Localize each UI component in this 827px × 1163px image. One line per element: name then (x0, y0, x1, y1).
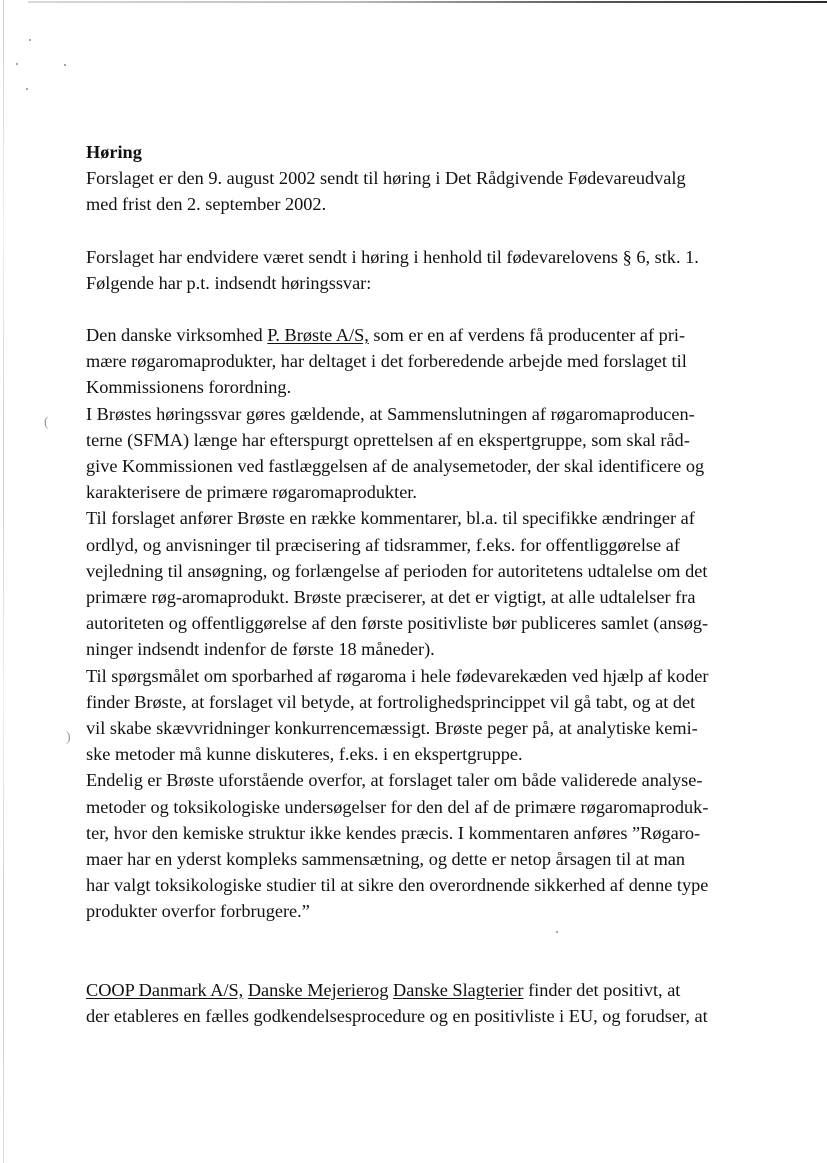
text-line: maer har en yderst kompleks sammensætning, og dette er netop årsagen til at man (86, 849, 686, 870)
scan-speck (64, 64, 66, 66)
text-line: primære røg-aromaprodukt. Brøste præciserer, at det er vigtigt, at alle udtalelser fra (86, 587, 696, 608)
text-line: Til forslaget anfører Brøste en række kommentarer, bl.a. til specifikke ændringer af (86, 508, 695, 529)
scan-margin-mark: ( (44, 415, 49, 430)
company-name-broste: P. Brøste A/S, (267, 325, 369, 346)
text-line: mære røgaromaprodukter, har deltaget i det forberedende arbejde med forslaget til (86, 351, 687, 372)
text-segment: som er en af verdens få producenter af pri- (368, 325, 686, 346)
text-line: ter, hvor den kemiske struktur ikke kendes præcis. I kommentaren anføres ”Røgaro- (86, 822, 701, 843)
text-line: vejledning til ansøgning, og forlængelse af perioden for autoritetens udtalelse om det (86, 560, 708, 581)
paragraph-broste-comments (86, 505, 776, 662)
text-segment-og: og (370, 979, 389, 1000)
paragraph-broste-toxicology (86, 767, 776, 924)
org-name-danske-slagterier: Danske Slagterier (393, 979, 524, 1000)
text-line: I Brøstes høringssvar gøres gældende, at Sammenslutningen af røgaromaproducen- (86, 403, 695, 424)
text-line: karakterisere de primære røgaromaprodukter. (86, 482, 417, 503)
paragraph-broste-intro (86, 322, 776, 401)
org-name-coop: COOP Danmark A/S, (86, 979, 244, 1000)
text-line: ordlyd, og anvisninger til præcisering af tidsrammer, f.eks. for offentliggørelse af (86, 534, 680, 555)
text-line: Endelig er Brøste uforstående overfor, at forslaget taler om både validerede analyse- (86, 770, 703, 791)
paragraph-broste-sfma (86, 401, 776, 506)
scan-top-rule (28, 1, 827, 3)
paragraph-hearing-date (86, 165, 776, 217)
scan-margin-mark: ) (66, 730, 71, 745)
text-line: Til spørgsmålet om sporbarhed af røgaroma i hele fødevarekæden ved hjælp af koder (86, 665, 709, 686)
paragraph-coop-danish-orgs (86, 977, 776, 1029)
text-line: med frist den 2. september 2002. (86, 194, 327, 215)
text-segment: finder det positivt, at (528, 979, 681, 1000)
section-heading: Høring (86, 142, 142, 162)
paragraph-broste-traceability (86, 663, 776, 768)
text-line: metoder og toksikologiske undersøgelser for den del af de primære røgaromaproduk- (86, 796, 709, 817)
document-page (86, 139, 776, 1029)
text-line: produkter overfor forbrugere.” (86, 901, 310, 922)
scan-left-edge (3, 0, 4, 1163)
text-line: der etableres en fælles godkendelsesprocedure og en positivliste i EU, og forudser, at (86, 1005, 708, 1026)
text-segment: Den danske virksomhed (86, 325, 268, 346)
scan-speck (29, 39, 31, 41)
paragraph-hearing-scope (86, 244, 776, 296)
text-line: har valgt toksikologiske studier til at sikre den overordnende sikkerhed af denne type (86, 875, 709, 896)
text-line: ninger indsendt indenfor de første 18 måneder). (86, 639, 435, 660)
text-line: terne (SFMA) længe har efterspurgt oprettelsen af en ekspertgruppe, som skal råd- (86, 429, 690, 450)
text-line: autoriteten og offentliggørelse af den første positivliste bør publiceres samlet (ansøg- (86, 613, 709, 634)
text-line: ske metoder må kunne diskuteres, f.eks. i en ekspertgruppe. (86, 744, 523, 765)
text-line: give Kommissionen ved fastlæggelsen af de analysemetoder, der skal identificere og (86, 456, 705, 477)
text-line: vil skabe skævvridninger konkurrencemæssigt. Brøste peger på, at analytiske kemi- (86, 718, 698, 739)
scan-speck (26, 88, 28, 90)
text-line: Kommissionens forordning. (86, 377, 292, 398)
org-name-danske-mejerier: Danske Mejerier (247, 979, 371, 1000)
text-line: Følgende har p.t. indsendt høringssvar: (86, 272, 372, 293)
text-line: Forslaget har endvidere været sendt i høring i henhold til fødevarelovens § 6, stk. 1. (86, 246, 699, 267)
text-line: finder Brøste, at forslaget vil betyde, at fortrolighedsprincippet vil gå tabt, og at det (86, 691, 696, 712)
text-line: Forslaget er den 9. august 2002 sendt til høring i Det Rådgivende Fødevareudvalg (86, 168, 686, 189)
scan-speck (16, 63, 18, 65)
